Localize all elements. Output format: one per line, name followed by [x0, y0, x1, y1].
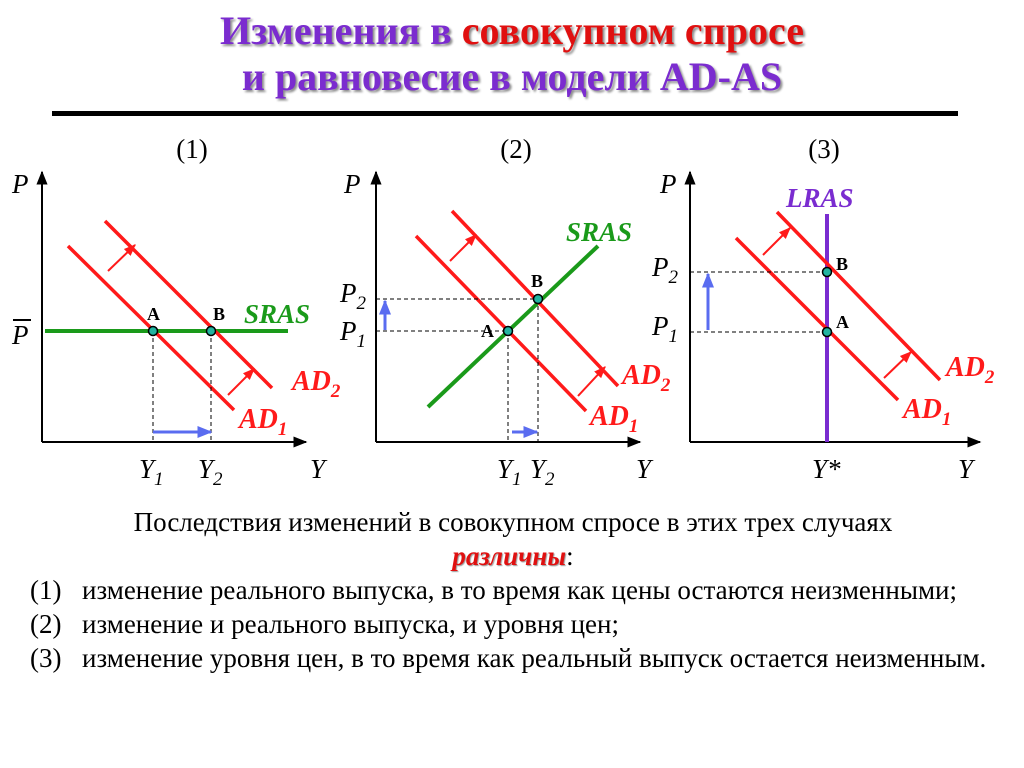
list-item-3-number: (3) — [30, 643, 62, 673]
panel-2-ad2-label: $AD_2$ — [622, 360, 671, 396]
panel-2 — [339, 134, 671, 490]
panel-3-ad2-curve — [777, 212, 940, 380]
panel-1-sras-label: SRAS — [244, 299, 311, 329]
panel-2-x-axis-label: Y — [636, 454, 652, 484]
panel-1-label-a: A — [147, 304, 160, 324]
panel-3-y-axis-label: P — [660, 169, 677, 199]
panel-1-y-axis-label: P — [12, 169, 29, 199]
list-item-2 — [30, 607, 996, 641]
panel-1-number: (1) — [176, 134, 208, 164]
panel-3-shift-arrow-lower — [884, 352, 911, 378]
explanation-text — [30, 505, 996, 675]
panel-2-p2-tick: $P_2$ — [340, 278, 366, 314]
panel-1-y1-tick: $Y_1$ — [139, 454, 164, 490]
panel-3-point-b — [823, 268, 832, 277]
panel-1-x-axis-label: Y — [310, 454, 326, 484]
panel-1-price-label: P — [12, 320, 29, 350]
panel-3-ad1-curve — [736, 238, 898, 400]
panel-3-ad1-label: $AD_1$ — [903, 394, 952, 430]
panel-3-ystar-tick: Y* — [812, 454, 841, 484]
panel-2-y2-tick: $Y_2$ — [530, 454, 555, 490]
panel-1 — [11, 134, 341, 490]
panel-2-sras-curve — [428, 246, 598, 407]
intro-colon: : — [566, 541, 574, 571]
title-line-2: и равновесие в модели AD-AS — [241, 54, 783, 99]
panel-3-shift-arrow-upper — [763, 228, 790, 255]
panel-3-lras-label: LRAS — [786, 183, 854, 213]
title-part-2: совокупном спросе — [461, 8, 804, 53]
list-item-1-text: изменение реального выпуска, в то время как цены остаются неизменными; — [82, 575, 957, 605]
intro-line: Последствия изменений в совокупном спросе в этих трех случаях — [133, 507, 893, 537]
panel-1-point-a — [149, 327, 158, 336]
panel-1-shift-arrow-lower — [228, 369, 254, 395]
panel-2-shift-arrow-lower — [578, 367, 605, 396]
list-item-1-number: (1) — [30, 575, 62, 605]
panel-2-ad1-label: $AD_1$ — [590, 401, 639, 437]
panel-2-label-a: A — [481, 321, 494, 341]
panel-2-y1-tick: $Y_1$ — [497, 454, 522, 490]
panel-2-point-b — [534, 295, 543, 304]
panel-1-y2-tick: $Y_2$ — [198, 454, 223, 490]
panel-3-p2-tick: $P_2$ — [652, 252, 678, 288]
panel-2-number: (2) — [500, 134, 532, 164]
intro-line-2 — [30, 539, 996, 573]
panel-1-point-b — [207, 327, 216, 336]
panel-3-p1-tick: $P_1$ — [652, 311, 678, 347]
panel-3-x-axis-label: Y — [958, 454, 974, 484]
panel-2-p1-tick: $P_1$ — [340, 316, 366, 352]
list-item-3 — [30, 641, 996, 675]
panel-3-ad2-label: $AD_2$ — [946, 352, 995, 388]
panel-2-point-a — [504, 327, 513, 336]
panel-1-shift-arrow-upper — [108, 245, 135, 271]
panel-2-sras-label: SRAS — [566, 217, 633, 247]
panel-3-point-a — [823, 328, 832, 337]
list-item-1 — [30, 573, 996, 607]
panel-3-number: (3) — [808, 134, 840, 164]
emphasis-different: различны — [452, 541, 567, 571]
panel-3-label-a: A — [836, 312, 849, 332]
panel-2-shift-arrow-upper — [450, 235, 476, 261]
list-item-3-text: изменение уровня цен, в то время как реальный выпуск остается неизменным. — [82, 643, 987, 673]
panel-2-y-axis-label: P — [344, 169, 361, 199]
panel-3 — [651, 134, 995, 484]
title-part-1: Изменения в — [220, 8, 462, 53]
panel-1-label-b: B — [213, 304, 226, 324]
panel-2-label-b: B — [531, 271, 544, 291]
list-item-2-number: (2) — [30, 609, 62, 639]
list-item-2-text: изменение и реального выпуска, и уровня цен; — [82, 609, 619, 639]
panel-3-label-b: B — [836, 254, 849, 274]
panel-1-ad1-label: $AD_1$ — [239, 404, 288, 440]
panel-1-ad2-label: $AD_2$ — [292, 366, 341, 402]
